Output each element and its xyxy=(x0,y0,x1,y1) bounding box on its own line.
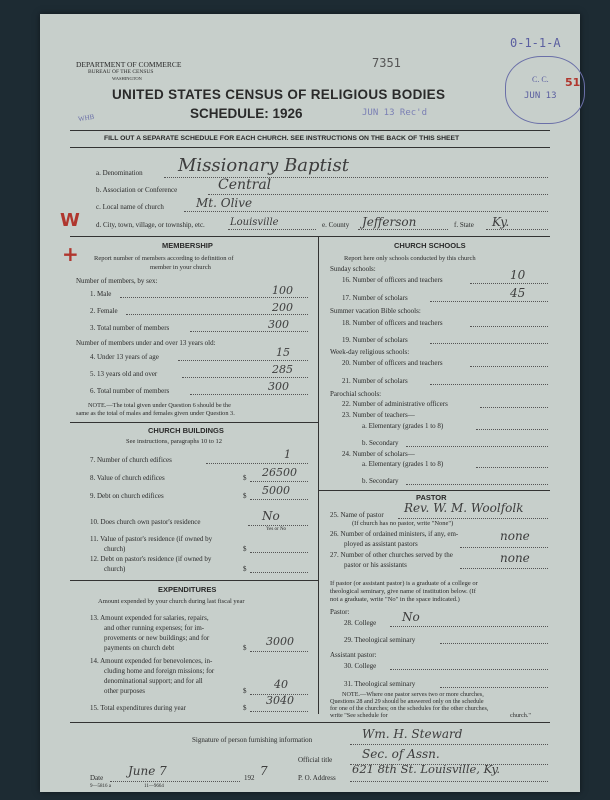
q14-label-line4: other purposes xyxy=(104,687,146,695)
q7-line xyxy=(206,463,308,464)
q16-label: 16. Number of officers and teachers xyxy=(342,276,443,284)
q17-value: 45 xyxy=(510,286,526,300)
county-label: e. County xyxy=(322,221,350,229)
q4-value: 15 xyxy=(276,346,290,359)
state-value: Ky. xyxy=(492,215,510,229)
q26-line xyxy=(460,547,548,548)
q24b-label: b. Secondary xyxy=(362,477,399,485)
q11-line xyxy=(250,552,308,553)
pastor-note-4: write "See schedule for xyxy=(330,712,388,719)
red-mark-w: W xyxy=(60,210,80,231)
q11-label-line2: church) xyxy=(104,545,126,553)
q13-label-line3: provements or new buildings; and for xyxy=(104,634,210,642)
q29-label: 29. Theological seminary xyxy=(344,636,416,644)
grad-note-1: If pastor (or assistant pastor) is a graduate of a college or xyxy=(330,580,478,587)
membership-title: MEMBERSHIP xyxy=(162,241,213,250)
association-line xyxy=(208,194,548,195)
q16-line xyxy=(470,283,548,284)
sunday-schools-label: Sunday schools: xyxy=(330,265,376,273)
q14-value: 40 xyxy=(274,678,288,691)
membership-note-1: NOTE.—The total given under Question 6 should be the xyxy=(88,402,231,409)
po-address-line xyxy=(350,781,548,782)
q30-label: 30. College xyxy=(344,662,377,670)
q21-line xyxy=(430,384,548,385)
q13-label-line1: 13. Amount expended for salaries, repairs, xyxy=(90,614,209,622)
red-mark-plus: + xyxy=(62,242,79,266)
pastor-title: PASTOR xyxy=(416,493,447,502)
q25-label: 25. Name of pastor xyxy=(330,511,384,519)
q28-label: 28. College xyxy=(344,619,377,627)
q24a-line xyxy=(476,467,548,468)
received-stamp: JUN 13 Rec'd xyxy=(362,108,428,118)
q14-dollar: $ xyxy=(243,687,247,695)
county-line xyxy=(358,229,448,230)
q10-line xyxy=(248,525,308,526)
membership-subtitle-1: Report number of members according to definition of xyxy=(94,255,234,262)
q25-value: Rev. W. M. Woolfolk xyxy=(404,501,524,515)
year-value: 7 xyxy=(260,764,268,778)
q23b-line xyxy=(406,446,548,447)
q18-line xyxy=(470,326,548,327)
q17-line xyxy=(430,301,548,302)
city-town-label: d. City, town, village, or township, etc. xyxy=(96,221,205,229)
state-label: f. State xyxy=(454,221,474,229)
q22-line xyxy=(480,407,548,408)
local-name-line xyxy=(184,211,548,212)
date-label: Date xyxy=(90,774,104,782)
denomination-label: a. Denomination xyxy=(96,169,143,177)
circle-stamp-line1: C. C. xyxy=(532,75,549,84)
circle-stamp-line2: JUN 13 xyxy=(524,91,557,101)
q3-value: 300 xyxy=(268,318,289,331)
expenditures-rule xyxy=(70,580,318,581)
grad-note-3: not a graduate, write "No" in the space indicated.) xyxy=(330,596,460,603)
census-form-sheet xyxy=(40,14,580,792)
pastor-note-1: NOTE.—Where one pastor serves two or more churches, xyxy=(342,691,484,698)
official-title-value: Sec. of Assn. xyxy=(362,747,440,761)
q13-dollar: $ xyxy=(243,644,247,652)
q13-label-line4: payments on church debt xyxy=(104,644,175,652)
q1-value: 100 xyxy=(272,284,293,297)
local-name-value: Mt. Olive xyxy=(196,196,253,210)
weekday-schools-label: Week-day religious schools: xyxy=(330,348,410,356)
q25-line xyxy=(398,518,548,519)
official-title-label: Official title xyxy=(298,756,333,764)
q19-label: 19. Number of scholars xyxy=(342,336,408,344)
q10-value: No xyxy=(262,509,280,523)
q8-label: 8. Value of church edifices xyxy=(90,474,165,482)
by-sex-label: Number of members, by sex: xyxy=(76,277,158,285)
q9-value: 5000 xyxy=(262,484,290,497)
section-rule xyxy=(70,236,550,237)
q13-line xyxy=(250,651,308,652)
q4-label: 4. Under 13 years of age xyxy=(90,353,159,361)
city-label: WASHINGTON xyxy=(112,76,142,81)
q6-line xyxy=(190,394,308,395)
print-code: 11—9664 xyxy=(144,784,164,789)
pastor-note-3: for one of the churches; on the schedules for the other churches, xyxy=(330,705,489,712)
state-line xyxy=(486,229,548,230)
q10-label: 10. Does church own pastor's residence xyxy=(90,518,201,526)
buildings-subtitle: See instructions, paragraphs 10 to 12 xyxy=(126,438,223,445)
q9-label: 9. Debt on church edifices xyxy=(90,492,164,500)
q2-label: 2. Female xyxy=(90,307,118,315)
q9-dollar: $ xyxy=(243,492,247,500)
q26-label-line1: 26. Number of ordained ministers, if any, em- xyxy=(330,530,459,538)
q28-value: No xyxy=(402,610,420,624)
q9-line xyxy=(250,499,308,500)
q16-value: 10 xyxy=(510,268,526,282)
q6-value: 300 xyxy=(268,380,289,393)
stamp-top-right: 0-1-1-A xyxy=(510,36,561,50)
header-rule-bottom xyxy=(70,147,550,148)
q7-label: 7. Number of church edifices xyxy=(90,456,172,464)
q23a-line xyxy=(476,429,548,430)
q5-value: 285 xyxy=(272,363,293,376)
q5-label: 5. 13 years old and over xyxy=(90,370,158,378)
q15-value: 3040 xyxy=(266,694,294,707)
q15-dollar: $ xyxy=(243,704,247,712)
year-prefix: 192 xyxy=(244,774,255,782)
form-title: UNITED STATES CENSUS OF RELIGIOUS BODIES xyxy=(112,87,446,102)
schedule-title: SCHEDULE: 1926 xyxy=(190,106,303,121)
q26-value: none xyxy=(500,529,530,543)
po-address-label: P. O. Address xyxy=(298,774,336,782)
q21-label: 21. Number of scholars xyxy=(342,377,408,385)
pastor-sub-label: Pastor: xyxy=(330,608,350,616)
age-head-label: Number of members under and over 13 years old: xyxy=(76,339,216,347)
pastor-note-2: Questions 28 and 29 should be answered only on the schedule xyxy=(330,698,484,705)
pastor-note-5: church." xyxy=(510,712,531,719)
county-value: Jefferson xyxy=(362,215,417,229)
q11-label-line1: 11. Value of pastor's residence (if owned by xyxy=(90,535,213,543)
q28-line xyxy=(390,626,548,627)
q20-label: 20. Number of officers and teachers xyxy=(342,359,443,367)
footer-rule xyxy=(70,722,550,723)
q29-line xyxy=(440,643,548,644)
q20-line xyxy=(470,366,548,367)
q12-label-line2: church) xyxy=(104,565,126,573)
q3-line xyxy=(190,331,308,332)
q4-line xyxy=(178,360,308,361)
grad-note-2: theological seminary, give name of institution below. (If xyxy=(330,588,476,595)
q18-label: 18. Number of officers and teachers xyxy=(342,319,443,327)
signature-line xyxy=(350,744,548,745)
q8-dollar: $ xyxy=(243,474,247,482)
q30-line xyxy=(390,669,548,670)
red-stamp-number: 51 xyxy=(565,76,581,89)
q1-line xyxy=(120,297,308,298)
q19-line xyxy=(430,343,548,344)
q26-label-line2: ployed as assistant pastors xyxy=(344,540,418,548)
association-label: b. Association or Conference xyxy=(96,186,178,194)
q12-line xyxy=(250,572,308,573)
po-address-value: 621 8th St. Louisville, Ky. xyxy=(352,762,501,776)
q12-label-line1: 12. Debt on pastor's residence (if owned by xyxy=(90,555,212,563)
q27-label-line1: 27. Number of other churches served by the xyxy=(330,551,453,559)
q25-note: (If church has no pastor, write "None") xyxy=(352,520,454,527)
q24a-label: a. Elementary (grades 1 to 8) xyxy=(362,460,444,468)
q14-label-line3: denominational support; and for all xyxy=(104,677,203,685)
q31-line xyxy=(440,687,548,688)
q8-line xyxy=(250,481,308,482)
form-number: 7351 xyxy=(372,56,401,70)
denomination-value: Missionary Baptist xyxy=(178,155,350,176)
bureau-label: BUREAU OF THE CENSUS xyxy=(88,69,154,75)
q13-value: 3000 xyxy=(266,635,294,648)
q24-label: 24. Number of scholars— xyxy=(342,450,415,458)
q23a-label: a. Elementary (grades 1 to 8) xyxy=(362,422,444,430)
q2-value: 200 xyxy=(272,301,293,314)
q27-line xyxy=(460,568,548,569)
q13-label-line2: and other running expenses; for im- xyxy=(104,624,205,632)
instructions-line: FILL OUT A SEPARATE SCHEDULE FOR EACH CHURCH. SEE INSTRUCTIONS ON THE BACK OF THIS SHEET xyxy=(104,135,460,142)
q23-label: 23. Number of teachers— xyxy=(342,411,415,419)
q27-label-line2: pastor or his assistants xyxy=(344,561,407,569)
date-line xyxy=(110,781,240,782)
q5-line xyxy=(182,377,308,378)
header-rule-top xyxy=(70,130,550,131)
city-town-line xyxy=(228,229,316,230)
q8-value: 26500 xyxy=(262,466,297,479)
parochial-schools-label: Parochial schools: xyxy=(330,390,382,398)
q3-label: 3. Total number of members xyxy=(90,324,170,332)
signature-value: Wm. H. Steward xyxy=(362,727,463,741)
expenditures-title: EXPENDITURES xyxy=(158,585,217,594)
q15-label: 15. Total expenditures during year xyxy=(90,704,186,712)
q14-label-line2: cluding home and foreign missions; for xyxy=(104,667,215,675)
q24b-line xyxy=(406,484,548,485)
schools-title: CHURCH SCHOOLS xyxy=(394,241,466,250)
expenditures-subtitle: Amount expended by your church during last fiscal year xyxy=(98,598,245,605)
q7-value: 1 xyxy=(284,448,291,461)
q2-line xyxy=(126,314,308,315)
assistant-pastor-label: Assistant pastor: xyxy=(330,651,377,659)
q17-label: 17. Number of scholars xyxy=(342,294,408,302)
q22-label: 22. Number of administrative officers xyxy=(342,400,448,408)
city-town-value: Louisville xyxy=(230,217,279,228)
buildings-title: CHURCH BUILDINGS xyxy=(148,426,224,435)
date-value: June 7 xyxy=(128,764,167,778)
circle-stamp xyxy=(505,56,585,124)
center-divider xyxy=(318,236,319,714)
q6-label: 6. Total number of members xyxy=(90,387,170,395)
vacation-schools-label: Summer vacation Bible schools: xyxy=(330,307,421,315)
q12-dollar: $ xyxy=(243,565,247,573)
q27-value: none xyxy=(500,551,530,565)
side-note: WHB xyxy=(77,112,95,124)
q1-label: 1. Male xyxy=(90,290,112,298)
signature-label: Signature of person furnishing information xyxy=(192,736,313,744)
q31-label: 31. Theological seminary xyxy=(344,680,416,688)
membership-note-2: same as the total of males and females given under Question 3. xyxy=(76,410,235,417)
local-name-label: c. Local name of church xyxy=(96,203,164,211)
q14-label-line1: 14. Amount expended for benevolences, in- xyxy=(90,657,213,665)
q11-dollar: $ xyxy=(243,545,247,553)
membership-subtitle-2: member in your church xyxy=(150,264,211,271)
q15-line xyxy=(250,711,308,712)
form-code: 9—5816 a xyxy=(90,784,111,789)
schools-subtitle: Report here only schools conducted by this church xyxy=(344,255,476,262)
association-value: Central xyxy=(218,177,272,193)
pastor-rule xyxy=(318,490,550,491)
yes-no-hint: Yes or No xyxy=(266,527,287,532)
department-label: DEPARTMENT OF COMMERCE xyxy=(76,60,182,69)
buildings-rule xyxy=(70,422,318,423)
q23b-label: b. Secondary xyxy=(362,439,399,447)
